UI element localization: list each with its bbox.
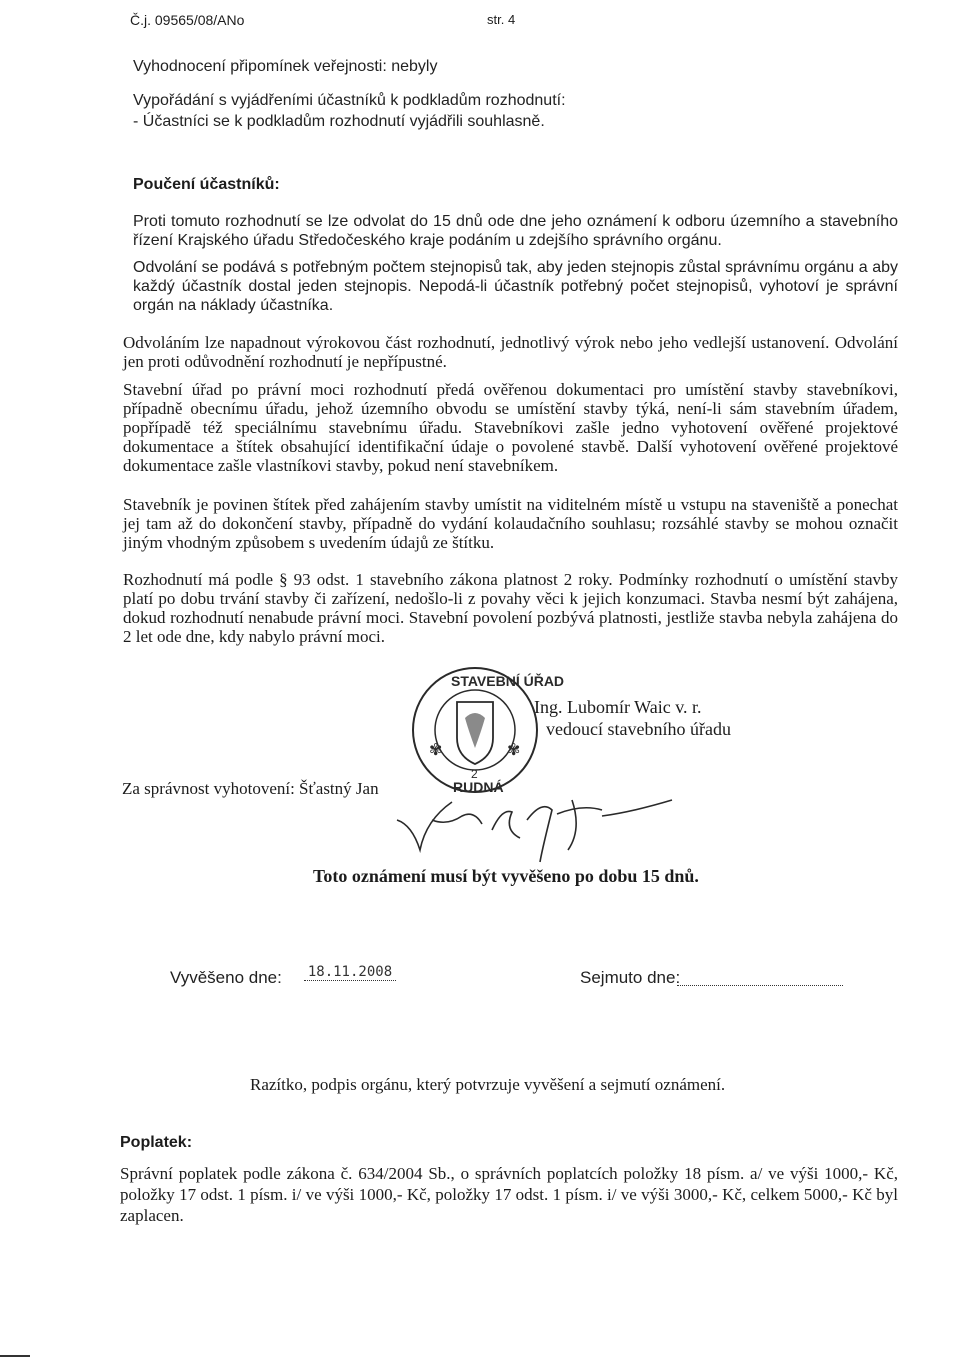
appeal-paragraph: Proti tomuto rozhodnutí se lze odvolat do 15 dnů ode dne jeho oznámení k odboru územního a stavebního řízení Krajského úřadu Středočeského kraje podáním u zdejšího správního orgánu. (133, 213, 898, 249)
page-number: str. 4 (487, 12, 516, 27)
official-name: Ing. Lubomír Waic v. r. (534, 697, 702, 717)
poplatek-section (120, 1134, 192, 1152)
official-role: vedoucí stavebního úřadu (546, 719, 731, 739)
stamp-note: Razítko, podpis orgánu, který potvrzuje vyvěšení a sejmutí oznámení. (250, 1075, 726, 1094)
posted-date-field (282, 963, 418, 981)
participants-agreement-line: - Účastníci se k podkladům rozhodnutí vyjádřili souhlasně. (133, 113, 545, 130)
fee-paragraph: Správní poplatek podle zákona č. 634/2004 Sb., o správních poplatcích položky 18 písm. a/ ve výši 1000,- Kč, položky 17 odst. 1 písm. i/ ve výši 1000,- Kč, položky 17 odst. 1 písm. i/ ve výši 3000,- Kč, celkem 5000,- Kč byl zaplacen. (120, 1164, 898, 1225)
documentation-paragraph: Stavební úřad po právní moci rozhodnutí předá ověřenou dokumentaci pro umístění stavby stavebníkovi, případně obecnímu úřadu, jehož územního obvodu se umístění stavby týká, není-li sám stavebním úřadem, popřípadě též speciálnímu stavebnímu úřadu. Stavebníkovi zašle jedno vyhotovení ověřené projektové dokumentace a štítek obsahující identifikační údaje o povolené stavbě. Další vyhotovení ověřené projektové dokumentace zašle vlastníkovi stavby, pokud není stavebníkem. (123, 380, 898, 475)
poplatek-heading: Poplatek: (120, 1134, 193, 1151)
stamp-bottom-text: RUDNÁ (453, 779, 504, 795)
stamp-top-text: STAVEBNÍ ÚŘAD (451, 673, 565, 689)
posted-date: 18.11.2008 (304, 964, 396, 981)
appeal-copies-paragraph: Odvolání se podává s potřebným počtem stejnopisů tak, aby jeden stejnopis zůstal správnímu orgánu a aby každý účastník dostal jeden stejnopis. Nepodá-li účastník potřebný počet stejnopisů, vyhotoví je správní orgán na náklady účastníka. (133, 259, 898, 314)
scan-mark (0, 1355, 30, 1357)
pouceni-section (133, 176, 280, 194)
appeal-scope-paragraph: Odvoláním lze napadnout výrokovou část rozhodnutí, jednotlivý výrok nebo jeho vedlejší ustanovení. Odvolání jen proti odůvodnění rozhodnutí je nepřípustné. (123, 333, 898, 371)
svg-text:2: 2 (471, 767, 478, 781)
removed-label: Sejmuto dne: (580, 968, 681, 987)
validity-paragraph: Rozhodnutí má podle § 93 odst. 1 stavebního zákona platnost 2 roky. Podmínky rozhodnutí o umístění stavby platí po dobu trvání stavby či zařízení, nedošlo-li z povahy věci k jejich konzumaci. Stavba nesmí být zahájena, dokud rozhodnutí nenabude právní moci. Stavební povolení pozbývá platnosti, jestliže stavba nebyla zahájena do 2 let ode dne, kdy nabylo právní moci. (123, 570, 898, 646)
correctness-line: Za správnost vyhotovení: Šťastný Jan (122, 779, 379, 798)
signature-scribble (392, 790, 682, 865)
svg-text:✾: ✾ (429, 740, 443, 759)
site-sign-paragraph: Stavebník je povinen štítek před zahájením stavby umístit na viditelném místě u vstupu na staveniště a ponechat jej tam až do dokončení stavby, případně do vydání kolaudačního souhlasu; rozsáhlé stavby se mohou označit jiným vhodným způsobem s uvedením údajů ze štítku. (123, 495, 898, 552)
posting-notice: Toto oznámení musí být vyvěšeno po dobu 15 dnů. (313, 866, 699, 886)
reference-number: Č.j. 09565/08/ANo (130, 12, 245, 28)
pouceni-heading: Poučení účastníků: (133, 176, 280, 193)
removed-date-field (677, 984, 843, 986)
participants-statements-line: Vypořádání s vyjádřeními účastníků k podkladům rozhodnutí: (133, 92, 566, 109)
posted-label: Vyvěšeno dne: (170, 968, 282, 987)
svg-text:✾: ✾ (507, 740, 521, 759)
office-stamp (405, 660, 565, 800)
public-comments-line: Vyhodnocení připomínek veřejnosti: nebyly (133, 58, 438, 75)
lion-icon (465, 713, 485, 748)
